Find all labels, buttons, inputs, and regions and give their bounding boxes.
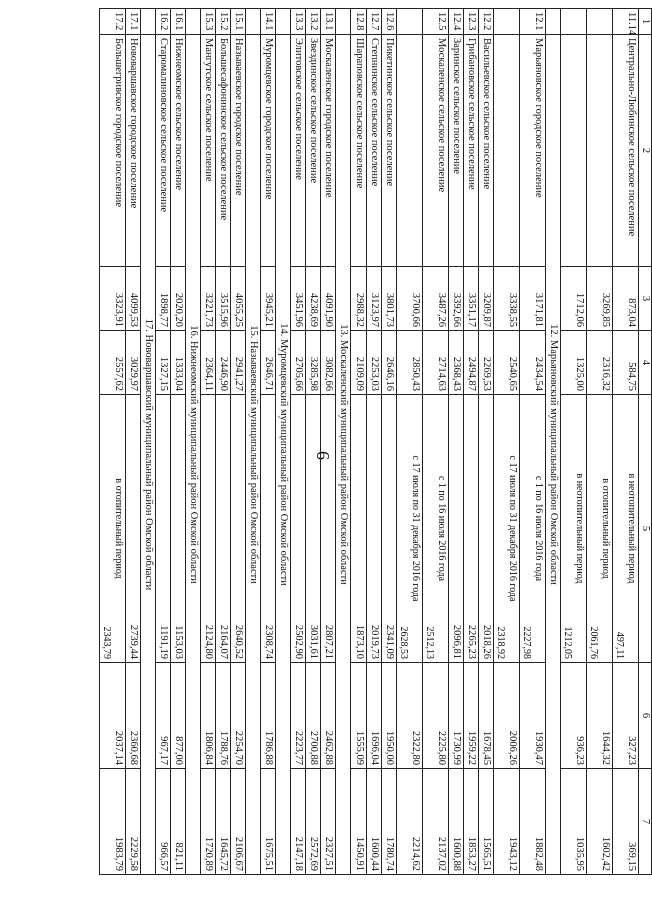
row-number: 12.1 <box>519 9 545 35</box>
settlement-name: Пикетинское сельское поселение <box>381 35 396 267</box>
value-col-7: 369,15 <box>612 769 638 875</box>
value-col-4: 2850,43 <box>396 331 422 395</box>
period-text: в отопительный период <box>112 478 124 579</box>
value-col-3: 3392,66 <box>448 267 463 331</box>
value-col-7: 1882,48 <box>519 769 545 875</box>
value-col-6: 936,23 <box>560 663 586 769</box>
row-number: 15.1 <box>231 9 246 35</box>
period-text: с 1 по 16 июля 2016 года <box>532 475 544 582</box>
period-label <box>612 395 638 663</box>
value-col-6: 2322,80 <box>396 663 422 769</box>
settlement-name: Большегривское городское поселение <box>99 35 125 267</box>
section-spacer <box>336 9 351 35</box>
column-number-row <box>638 9 651 875</box>
value-col-6: 327,23 <box>612 663 638 769</box>
row-number <box>586 9 612 35</box>
row-number: 17.2 <box>99 9 125 35</box>
value-col-6: 2037,14 <box>99 663 125 769</box>
value-col-5: 497,11 <box>614 631 626 659</box>
settlement-name: Нововаршавское городское поселение <box>125 35 140 267</box>
rotated-page <box>68 8 652 874</box>
value-col-7: 1035,95 <box>560 769 586 875</box>
value-col-7: 2327,51 <box>321 769 336 875</box>
value-col-4: 2557,62 <box>99 331 125 395</box>
value-col-5: 2341,09 <box>381 395 396 663</box>
page-number: 6 <box>313 451 333 460</box>
section-title: 14. Муромцевский муниципальный район Омской области <box>276 35 291 875</box>
row-number: 15.2 <box>215 9 230 35</box>
value-col-6: 1950,00 <box>381 663 396 769</box>
period-label <box>519 395 545 663</box>
value-col-6: 2223,77 <box>291 663 306 769</box>
row-number: 13.1 <box>321 9 336 35</box>
value-col-5: 2164,07 <box>215 395 230 663</box>
value-col-7: 1983,79 <box>99 769 125 875</box>
value-col-7: 2572,69 <box>306 769 321 875</box>
settlement-name: Называевское городское поселение <box>231 35 246 267</box>
value-col-6: 1788,76 <box>215 663 230 769</box>
value-col-5: 2502,90 <box>291 395 306 663</box>
value-col-6: 2700,88 <box>306 663 321 769</box>
table-row <box>291 9 306 875</box>
value-col-5: 2018,26 <box>478 395 493 663</box>
value-col-5: 2124,80 <box>200 395 215 663</box>
value-col-3: 3487,26 <box>422 267 448 331</box>
value-col-4: 2109,09 <box>351 331 366 395</box>
value-col-3: 3451,96 <box>291 267 306 331</box>
settlement-name: Шараповское сельское поселение <box>351 35 366 267</box>
column-number: 3 <box>638 267 651 331</box>
table-row <box>519 9 545 875</box>
value-col-3: 2020,20 <box>170 267 185 331</box>
value-col-5: 2739,44 <box>125 395 140 663</box>
row-number: 13.2 <box>306 9 321 35</box>
settlement-name: Мангутское сельское поселение <box>200 35 215 267</box>
value-col-7: 1600,44 <box>366 769 381 875</box>
value-col-3: 873,04 <box>612 267 638 331</box>
section-spacer <box>185 9 200 35</box>
value-col-3: 4238,69 <box>306 267 321 331</box>
period-label <box>422 395 448 663</box>
value-col-3: 1898,77 <box>155 267 170 331</box>
value-col-4: 2368,43 <box>448 331 463 395</box>
value-col-5: 1191,19 <box>155 395 170 663</box>
value-col-4: 3285,98 <box>306 331 321 395</box>
value-col-3: 2988,32 <box>351 267 366 331</box>
value-col-6: 1786,88 <box>261 663 276 769</box>
value-col-4: 1325,00 <box>560 331 586 395</box>
settlement-name <box>586 35 612 267</box>
value-col-7: 2214,62 <box>396 769 422 875</box>
value-col-4: 2253,03 <box>366 331 381 395</box>
section-title: 13. Москаленский муниципальный район Омской области <box>336 35 351 875</box>
value-col-7: 1602,42 <box>586 769 612 875</box>
value-col-6: 2254,70 <box>231 663 246 769</box>
value-col-3: 3209,87 <box>478 267 493 331</box>
period-label <box>586 395 612 663</box>
settlement-name: Большесафонинское сельское поселение <box>215 35 230 267</box>
value-col-5: 2096,81 <box>448 395 463 663</box>
value-col-7: 1600,88 <box>448 769 463 875</box>
settlement-name: Центрально-Любинское сельское поселение <box>612 35 638 267</box>
table-row <box>560 9 586 875</box>
value-col-7: 1645,72 <box>215 769 230 875</box>
settlement-name: Москаленское сельское поселение <box>422 35 448 267</box>
row-number: 17.1 <box>125 9 140 35</box>
value-col-4: 584,75 <box>612 331 638 395</box>
value-col-3: 3700,66 <box>396 267 422 331</box>
table-row <box>448 9 463 875</box>
value-col-6: 2225,80 <box>422 663 448 769</box>
value-col-4: 2434,54 <box>519 331 545 395</box>
table-row <box>422 9 448 875</box>
value-col-5: 2512,13 <box>424 626 436 659</box>
value-col-7: 1450,91 <box>351 769 366 875</box>
value-col-6: 967,17 <box>155 663 170 769</box>
settlement-name: Элитовское сельское поселение <box>291 35 306 267</box>
period-text: в отопительный период <box>599 478 611 579</box>
value-col-7: 1720,89 <box>200 769 215 875</box>
table-row <box>200 9 215 875</box>
section-title: 15. Называевский муниципальный район Омской области <box>246 35 261 875</box>
value-col-3: 3351,17 <box>463 267 478 331</box>
row-number: 12.7 <box>366 9 381 35</box>
value-col-3: 4091,90 <box>321 267 336 331</box>
section-spacer <box>246 9 261 35</box>
value-col-6: 2462,88 <box>321 663 336 769</box>
table-row <box>366 9 381 875</box>
value-col-5: 1212,05 <box>562 626 574 659</box>
value-col-4: 2316,32 <box>586 331 612 395</box>
value-col-4: 2446,90 <box>215 331 230 395</box>
value-col-6: 1730,99 <box>448 663 463 769</box>
value-col-6: 1696,04 <box>366 663 381 769</box>
table-row <box>493 9 519 875</box>
section-row <box>276 9 291 875</box>
settlement-name: Грибановское сельское поселение <box>463 35 478 267</box>
value-col-4: 3082,66 <box>321 331 336 395</box>
value-col-7: 2147,18 <box>291 769 306 875</box>
value-col-4: 2269,53 <box>478 331 493 395</box>
table-row <box>125 9 140 875</box>
settlement-name: Васильевское сельское поселение <box>478 35 493 267</box>
table-row <box>381 9 396 875</box>
settlement-name: Степнинское сельское поселение <box>366 35 381 267</box>
row-number: 11.14 <box>612 9 638 35</box>
row-number: 12.3 <box>463 9 478 35</box>
value-col-5: 2227,98 <box>521 626 533 659</box>
value-col-3: 3515,96 <box>215 267 230 331</box>
value-col-6: 877,00 <box>170 663 185 769</box>
period-label <box>396 395 422 663</box>
row-number: 12.2 <box>478 9 493 35</box>
value-col-4: 2646,71 <box>261 331 276 395</box>
value-col-4: 2540,65 <box>493 331 519 395</box>
value-col-5: 2265,23 <box>463 395 478 663</box>
value-col-3: 4099,53 <box>125 267 140 331</box>
period-label <box>99 395 125 663</box>
period-label <box>493 395 519 663</box>
row-number: 12.4 <box>448 9 463 35</box>
table-row <box>155 9 170 875</box>
period-label <box>560 395 586 663</box>
table-row <box>321 9 336 875</box>
row-number: 12.5 <box>422 9 448 35</box>
value-col-4: 2941,27 <box>231 331 246 395</box>
value-col-4: 2705,66 <box>291 331 306 395</box>
value-col-3: 3945,21 <box>261 267 276 331</box>
value-col-5: 2640,52 <box>231 395 246 663</box>
table-row <box>351 9 366 875</box>
value-col-5: 2308,74 <box>261 395 276 663</box>
value-col-6: 1930,47 <box>519 663 545 769</box>
section-title: 16. Нижнеомский муниципальный район Омской области <box>185 35 200 875</box>
row-number: 13.3 <box>291 9 306 35</box>
value-col-6: 1644,32 <box>586 663 612 769</box>
column-number: 1 <box>638 9 651 35</box>
value-col-4: 2494,87 <box>463 331 478 395</box>
value-col-4: 1327,15 <box>155 331 170 395</box>
value-col-5: 1153,03 <box>170 395 185 663</box>
section-title: 17. Нововаршавский муниципальный район Омской области <box>140 35 155 875</box>
value-col-3: 3338,55 <box>493 267 519 331</box>
settlement-name: Москаленское городское поселение <box>321 35 336 267</box>
column-number: 7 <box>638 769 651 875</box>
row-number <box>396 9 422 35</box>
value-col-7: 1675,51 <box>261 769 276 875</box>
value-col-7: 2137,02 <box>422 769 448 875</box>
settlement-name: Марьяновское городское поселение <box>519 35 545 267</box>
value-col-7: 966,57 <box>155 769 170 875</box>
value-col-3: 3323,91 <box>99 267 125 331</box>
period-text: в неотопительный период <box>625 473 637 584</box>
settlement-name: Заринское сельское поселение <box>448 35 463 267</box>
row-number: 12.8 <box>351 9 366 35</box>
table-row <box>215 9 230 875</box>
table-sheet <box>68 8 652 874</box>
period-text: с 17 июля по 31 декабря 2016 года <box>506 455 518 602</box>
section-spacer <box>140 9 155 35</box>
table-row <box>231 9 246 875</box>
table-row <box>478 9 493 875</box>
value-col-6: 1806,84 <box>200 663 215 769</box>
table-row <box>99 9 125 875</box>
table-row <box>261 9 276 875</box>
section-row <box>336 9 351 875</box>
value-col-5: 2318,92 <box>495 626 507 659</box>
row-number: 14.1 <box>261 9 276 35</box>
row-number: 12.6 <box>381 9 396 35</box>
value-col-6: 2006,26 <box>493 663 519 769</box>
value-col-4: 2714,63 <box>422 331 448 395</box>
value-col-6: 1678,45 <box>478 663 493 769</box>
value-col-7: 1780,74 <box>381 769 396 875</box>
row-number: 16.1 <box>170 9 185 35</box>
value-col-4: 2646,16 <box>381 331 396 395</box>
table-row <box>170 9 185 875</box>
table-row <box>463 9 478 875</box>
value-col-3: 1712,06 <box>560 267 586 331</box>
value-col-3: 3801,73 <box>381 267 396 331</box>
period-text: с 1 по 16 июля 2016 года <box>435 475 447 582</box>
row-number <box>560 9 586 35</box>
value-col-6: 1555,09 <box>351 663 366 769</box>
row-number <box>493 9 519 35</box>
table-row <box>396 9 422 875</box>
value-col-6: 2360,68 <box>125 663 140 769</box>
section-row <box>185 9 200 875</box>
section-spacer <box>276 9 291 35</box>
period-text: с 17 июля по 31 декабря 2016 года <box>409 455 421 602</box>
table-row <box>306 9 321 875</box>
settlement-name <box>560 35 586 267</box>
table-row <box>586 9 612 875</box>
value-col-5: 3031,61 <box>306 395 321 663</box>
section-spacer <box>545 9 560 35</box>
settlement-name: Муромцевское городское поселение <box>261 35 276 267</box>
value-col-6: 1959,22 <box>463 663 478 769</box>
column-number: 5 <box>638 395 651 663</box>
value-col-7: 2106,67 <box>231 769 246 875</box>
section-row <box>545 9 560 875</box>
value-col-3: 4055,25 <box>231 267 246 331</box>
column-number: 2 <box>638 35 651 267</box>
value-col-3: 3269,85 <box>586 267 612 331</box>
section-title: 12. Марьяновский муниципальный район Омской области <box>545 35 560 875</box>
value-col-4: 1333,04 <box>170 331 185 395</box>
value-col-5: 2061,76 <box>588 626 600 659</box>
tariff-table <box>99 8 652 875</box>
value-col-7: 1943,12 <box>493 769 519 875</box>
value-col-3: 3221,73 <box>200 267 215 331</box>
value-col-3: 3171,81 <box>519 267 545 331</box>
value-col-5: 2343,79 <box>101 626 113 659</box>
settlement-name <box>396 35 422 267</box>
section-row <box>140 9 155 875</box>
value-col-4: 3029,97 <box>125 331 140 395</box>
row-number: 15.3 <box>200 9 215 35</box>
value-col-5: 1873,10 <box>351 395 366 663</box>
value-col-7: 821,11 <box>170 769 185 875</box>
column-number: 4 <box>638 331 651 395</box>
column-number: 6 <box>638 663 651 769</box>
settlement-name: Старомалиновское сельское поселение <box>155 35 170 267</box>
value-col-7: 2229,58 <box>125 769 140 875</box>
section-row <box>246 9 261 875</box>
value-col-7: 1853,27 <box>463 769 478 875</box>
value-col-3: 3123,97 <box>366 267 381 331</box>
value-col-7: 1565,51 <box>478 769 493 875</box>
row-number: 16.2 <box>155 9 170 35</box>
period-text: в неотопительный период <box>573 473 585 584</box>
value-col-5: 2019,73 <box>366 395 381 663</box>
table-row <box>612 9 638 875</box>
settlement-name: Нижнеомское сельское поселение <box>170 35 185 267</box>
value-col-5: 2807,21 <box>321 395 336 663</box>
settlement-name <box>493 35 519 267</box>
value-col-4: 2364,11 <box>200 331 215 395</box>
settlement-name: Звездинское сельское поселение <box>306 35 321 267</box>
value-col-5: 2628,53 <box>398 626 410 659</box>
